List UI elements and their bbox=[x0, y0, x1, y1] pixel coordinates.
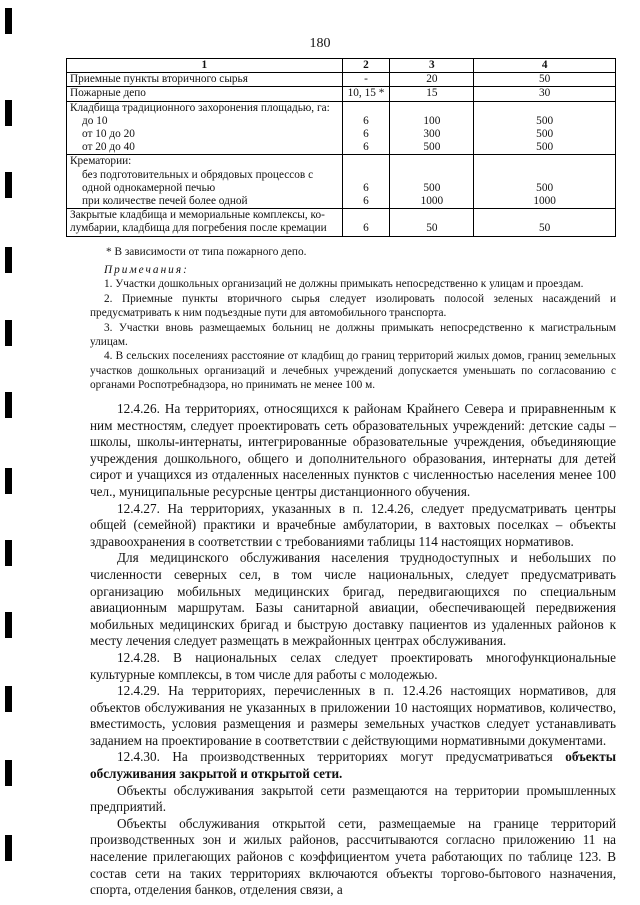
value-cell bbox=[342, 87, 390, 101]
page-number: 180 bbox=[309, 36, 331, 51]
value-line: 1000 bbox=[533, 195, 556, 208]
label-line: Приемные пункты вторичного сырья bbox=[70, 73, 248, 86]
binder-hole-mark bbox=[5, 100, 12, 126]
value-line: 6 bbox=[363, 128, 369, 141]
table-row bbox=[67, 155, 616, 209]
value-line: 6 bbox=[363, 222, 369, 235]
paragraph-medical: Для медицинского обслуживания населения труднодоступных и небольших по численности северных сел, в том числе национальных, следует предусматривать организацию мобильных медицинских бригад, передвигающихся по специальным авиационным маршрутам. Базы санитарной авиации, обеспечивающей передвижения мобильных медицинских бригад и быструю доставку пациентов из удаленных районов к месту лечения следует размещать в межрайонных центрах обслуживания. bbox=[90, 550, 616, 649]
value-line bbox=[393, 155, 470, 168]
paragraph-12-4-30 bbox=[90, 749, 616, 782]
value-line: 50 bbox=[539, 222, 551, 235]
value-line: 500 bbox=[536, 181, 554, 194]
value-line: 6 bbox=[363, 181, 369, 194]
value-line: 500 bbox=[423, 181, 441, 194]
value-line: 500 bbox=[423, 141, 441, 154]
value-line: 1000 bbox=[420, 195, 444, 208]
binder-hole-mark bbox=[5, 247, 12, 273]
paragraph-text: 12.4.30. На производственных территориях могут предусматриваться bbox=[117, 749, 566, 765]
value-line: 6 bbox=[363, 141, 369, 154]
value-cell bbox=[390, 87, 474, 101]
table-row bbox=[67, 209, 616, 236]
paragraph-12-4-26: 12.4.26. На территориях, относящихся к районам Крайнего Севера и приравненным к ним местностям, следует проектировать сеть образовательных учреждений: детские сады – школы, школы-интернаты, интегрированные образовательные учреждения, объединяющие учреждения дошкольного, общего и дополнительного образования, интернаты для детей сирот и учащихся из отдаленных населенных пунктов с численностью населения менее 100 чел., муниципальные ресурсные центры дистанционного обучения. bbox=[90, 401, 616, 499]
label-line: Закрытые кладбища и мемориальные комплексы, ко- bbox=[70, 209, 325, 222]
value-cell bbox=[342, 73, 390, 87]
value-line bbox=[393, 169, 470, 182]
binder-hole-mark bbox=[5, 468, 12, 494]
table-row bbox=[67, 73, 616, 87]
value-line bbox=[346, 169, 387, 182]
row-label-cell bbox=[67, 87, 343, 101]
row-label-cell bbox=[67, 73, 343, 87]
value-cell bbox=[474, 87, 616, 101]
value-line: 50 bbox=[426, 222, 438, 235]
value-line: 20 bbox=[426, 73, 438, 86]
notes-title: Примечания: bbox=[104, 264, 189, 276]
table-row bbox=[67, 101, 616, 155]
value-line: 6 bbox=[363, 195, 369, 208]
label-line: Кладбища традиционного захоронения площадью, га: bbox=[70, 101, 330, 114]
value-line: - bbox=[364, 73, 368, 86]
label-line: от 10 до 20 bbox=[82, 128, 135, 141]
label-line: одной однокамерной печью bbox=[82, 181, 216, 194]
binder-hole-mark bbox=[5, 172, 12, 198]
paragraph-12-4-29: 12.4.29. На территориях, перечисленных в п. 12.4.26 настоящих нормативов, для объектов обслуживания не указанных в приложении 10 настоящих нормативов, количество, вместимость, условия размещения и размеры земельных участков следует устанавливать заданием на проектирование в соответствии с действующими нормативными документами. bbox=[90, 683, 616, 748]
value-line: 30 bbox=[539, 87, 551, 100]
value-line: 300 bbox=[423, 128, 441, 141]
label-line: лумбарии, кладбища для погребения после кремации bbox=[70, 222, 327, 235]
row-label-cell bbox=[67, 101, 343, 155]
binder-hole-mark bbox=[5, 540, 12, 566]
label-line: при количестве печей более одной bbox=[82, 195, 248, 208]
table-header-cell: 1 bbox=[67, 59, 343, 73]
note-item: 2. Приемные пункты вторичного сырья следует изолировать полосой зеленых насаждений и предусматривать к ним подъездные пути для автомобильного транспорта. bbox=[90, 292, 616, 320]
label-line: от 20 до 40 bbox=[82, 141, 135, 154]
value-line: 15 bbox=[426, 87, 438, 100]
note-item: 3. Участки вновь размещаемых больниц не должны примыкать непосредственно к магистральным улицам. bbox=[90, 321, 616, 349]
paragraph-open-network: Объекты обслуживания открытой сети, размещаемые на границе территорий производственных зон и жилых районов, рассчитываются согласно приложению 11 на население прилегающих районов с коэффициентом учета работающих по таблице 123. В состав сети на таких территориях включаются объекты торгово-бытового назначения, спорта, отделения банков, отделения связи, а bbox=[90, 815, 616, 898]
label-line: без подготовительных и обрядовых процессов с bbox=[82, 168, 314, 181]
value-line: 100 bbox=[423, 114, 441, 127]
value-cell bbox=[474, 73, 616, 87]
paragraph-12-4-27: 12.4.27. На территориях, указанных в п. 12.4.26, следует предусматривать центры общей (семейной) практики и врачебные амбулатории, в вахтовых поселках – объекты здравоохранения в соответствии с требованиями таблицы 114 настоящих нормативов. bbox=[90, 500, 616, 549]
value-cell bbox=[390, 155, 474, 209]
value-cell bbox=[474, 101, 616, 155]
value-line: 6 bbox=[363, 114, 369, 127]
binder-hole-mark bbox=[5, 835, 12, 861]
binder-holes bbox=[5, 0, 15, 905]
value-cell bbox=[342, 155, 390, 209]
value-line: 500 bbox=[536, 114, 554, 127]
binder-hole-mark bbox=[5, 686, 12, 712]
note-item: 4. В сельских поселениях расстояние от кладбищ до границ территорий жилых домов, границ земельных участков дошкольных организаций и лечебных учреждений допускается уменьшать по согласованию с органами Роспотребнадзора, но принимать не менее 100 м. bbox=[90, 350, 616, 392]
row-label-cell bbox=[67, 155, 343, 209]
value-cell bbox=[390, 73, 474, 87]
norms-table bbox=[66, 58, 616, 237]
table-row bbox=[67, 87, 616, 101]
value-line: 500 bbox=[536, 141, 554, 154]
paragraph-12-4-28: 12.4.28. В национальных селах следует проектировать многофункциональные культурные комплексы, в том числе для работы с молодежью. bbox=[90, 649, 616, 682]
value-line bbox=[477, 169, 612, 182]
bold-phrase: объекты обслуживания закрытой и открытой сети. bbox=[90, 749, 616, 782]
value-line bbox=[393, 102, 470, 115]
label-line: Пожарные депо bbox=[70, 87, 146, 100]
value-line bbox=[346, 155, 387, 168]
value-cell bbox=[390, 209, 474, 236]
binder-hole-mark bbox=[5, 392, 12, 418]
value-line: 50 bbox=[539, 73, 551, 86]
value-line bbox=[477, 155, 612, 168]
notes-block bbox=[90, 263, 616, 393]
value-line bbox=[346, 102, 387, 115]
value-cell bbox=[474, 155, 616, 209]
table-header-cell: 4 bbox=[474, 59, 616, 73]
binder-hole-mark bbox=[5, 320, 12, 346]
table-header-row bbox=[67, 59, 616, 73]
note-item: 1. Участки дошкольных организаций не должны примыкать непосредственно к улицам и проездам. bbox=[104, 278, 584, 291]
main-text bbox=[90, 401, 616, 899]
label-line: до 10 bbox=[82, 114, 108, 127]
value-cell bbox=[342, 209, 390, 236]
value-line bbox=[477, 102, 612, 115]
label-line: Крематории: bbox=[70, 155, 132, 168]
table-header-cell: 2 bbox=[342, 59, 390, 73]
value-line: 500 bbox=[536, 128, 554, 141]
binder-hole-mark bbox=[5, 612, 12, 638]
value-cell bbox=[390, 101, 474, 155]
value-cell bbox=[474, 209, 616, 236]
table-header-cell: 3 bbox=[390, 59, 474, 73]
paragraph-closed-network: Объекты обслуживания закрытой сети размещаются на территории промышленных предприятий. bbox=[90, 782, 616, 815]
value-cell bbox=[342, 101, 390, 155]
value-line: 10, 15 * bbox=[347, 87, 385, 100]
row-label-cell bbox=[67, 209, 343, 236]
table-footnote: * В зависимости от типа пожарного депо. bbox=[106, 246, 307, 258]
binder-hole-mark bbox=[5, 760, 12, 786]
binder-hole-mark bbox=[5, 8, 12, 34]
